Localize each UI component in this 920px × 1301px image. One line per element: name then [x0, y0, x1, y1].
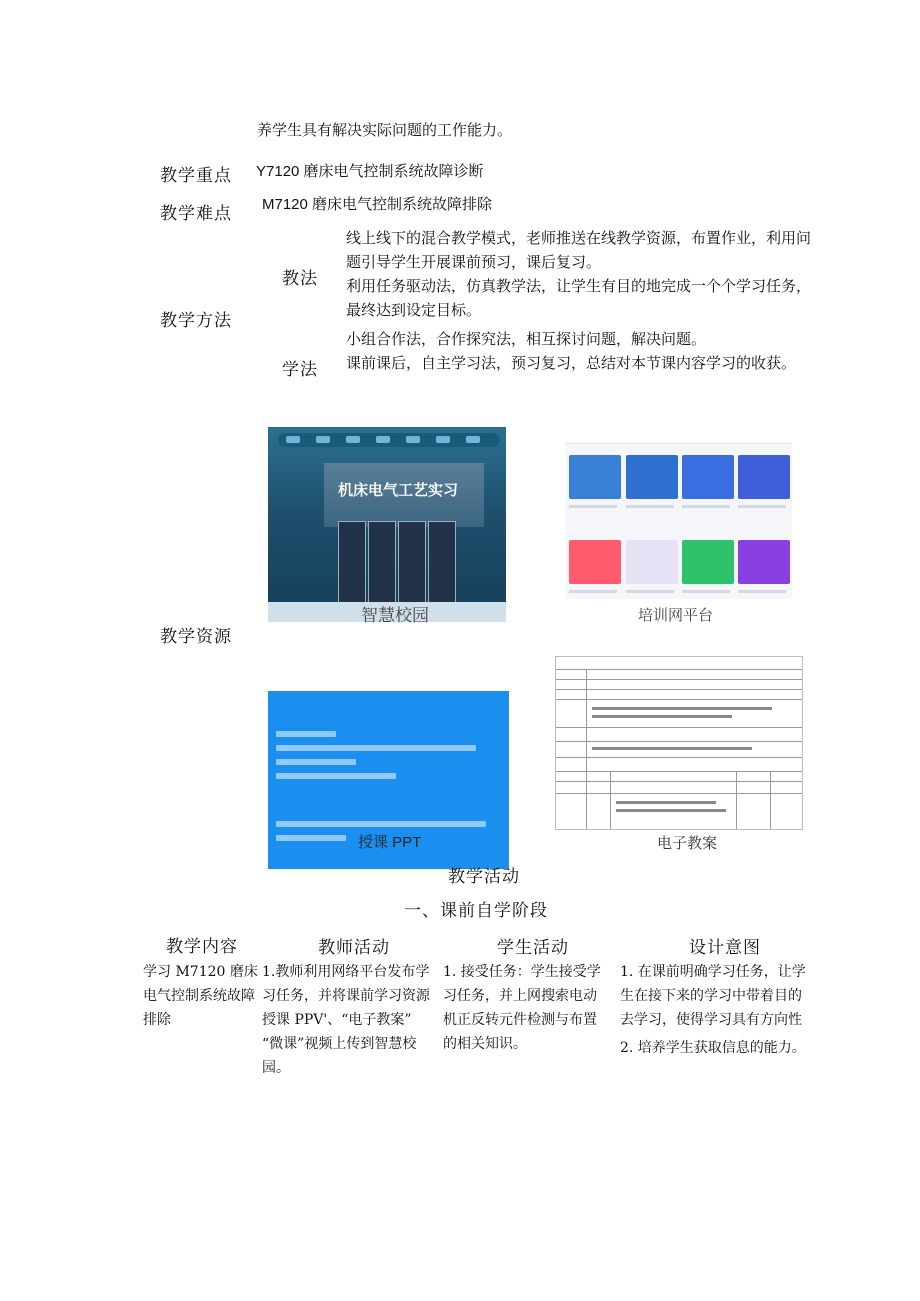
campus-portal-screenshot — [268, 427, 506, 622]
resources-label: 教学资源 — [160, 627, 232, 647]
lesson-plan-caption: 电子教案 — [657, 835, 718, 852]
methods-label: 教学方法 — [160, 311, 232, 331]
electronic-lesson-plan-screenshot — [555, 656, 803, 830]
teaching-method-label: 教法 — [282, 269, 318, 289]
cell-content: 学习 M7120 磨床 电气控制系统故障 排除 — [143, 964, 258, 1028]
cell-student: 1. 接受任务：学生接受学 习任务，并上网搜索电动 机正反转元件检测与布置 的相关知识。 — [443, 964, 601, 1052]
cell-teacher: 1.教师利用网络平台发布学 习任务，并将课前学习资源 授课 PPV'、“电子教案” “微课”视频上传到智慧校 园。 — [262, 964, 430, 1076]
col-header-design: 设计意图 — [689, 938, 761, 958]
stage-title: 一、课前自学阶段 — [404, 901, 548, 921]
col-header-content: 教学内容 — [166, 937, 238, 957]
col-header-student: 学生活动 — [497, 938, 569, 958]
ppt-caption: 授课 PPT — [358, 834, 422, 851]
key-point-value: Y7120 磨床电气控制系统故障诊断 — [256, 163, 484, 180]
difficult-point-label: 教学难点 — [160, 204, 232, 224]
learning-method-text: 小组合作法，合作探究法，相互探讨问题，解决问题。 课前课后，自主学习法，预习复习，总结对本节课内容学习的收获。 — [346, 330, 797, 372]
campus-caption: 智慧校园 — [361, 606, 429, 626]
teaching-method-text: 线上线下的混合教学模式，老师推送在线教学资源，布置作业，利用问 题引导学生开展课前预习，课后复习。 利用任务驱动法，仿真教学法，让学生有目的地完成一个个学习任务， 最终达到设定目标。 — [346, 229, 812, 319]
cell-design: 1. 在课前明确学习任务，让学 生在接下来的学习中带着目的 去学习，使得学习具有方向性 2. 培养学生获取信息的能力。 — [620, 964, 806, 1056]
key-point-label: 教学重点 — [160, 166, 232, 186]
campus-banner-title: 机床电气工艺实习 — [338, 481, 459, 499]
platform-caption: 培训网平台 — [638, 606, 714, 624]
training-platform-screenshot — [566, 427, 792, 599]
activities-title: 教学活动 — [448, 867, 520, 887]
intro-line: 养学生具有解决实际问题的工作能力。 — [257, 121, 513, 139]
learning-method-label: 学法 — [282, 360, 318, 380]
difficult-point-value: M7120 磨床电气控制系统故障排除 — [262, 196, 493, 213]
col-header-teacher: 教师活动 — [318, 938, 390, 958]
